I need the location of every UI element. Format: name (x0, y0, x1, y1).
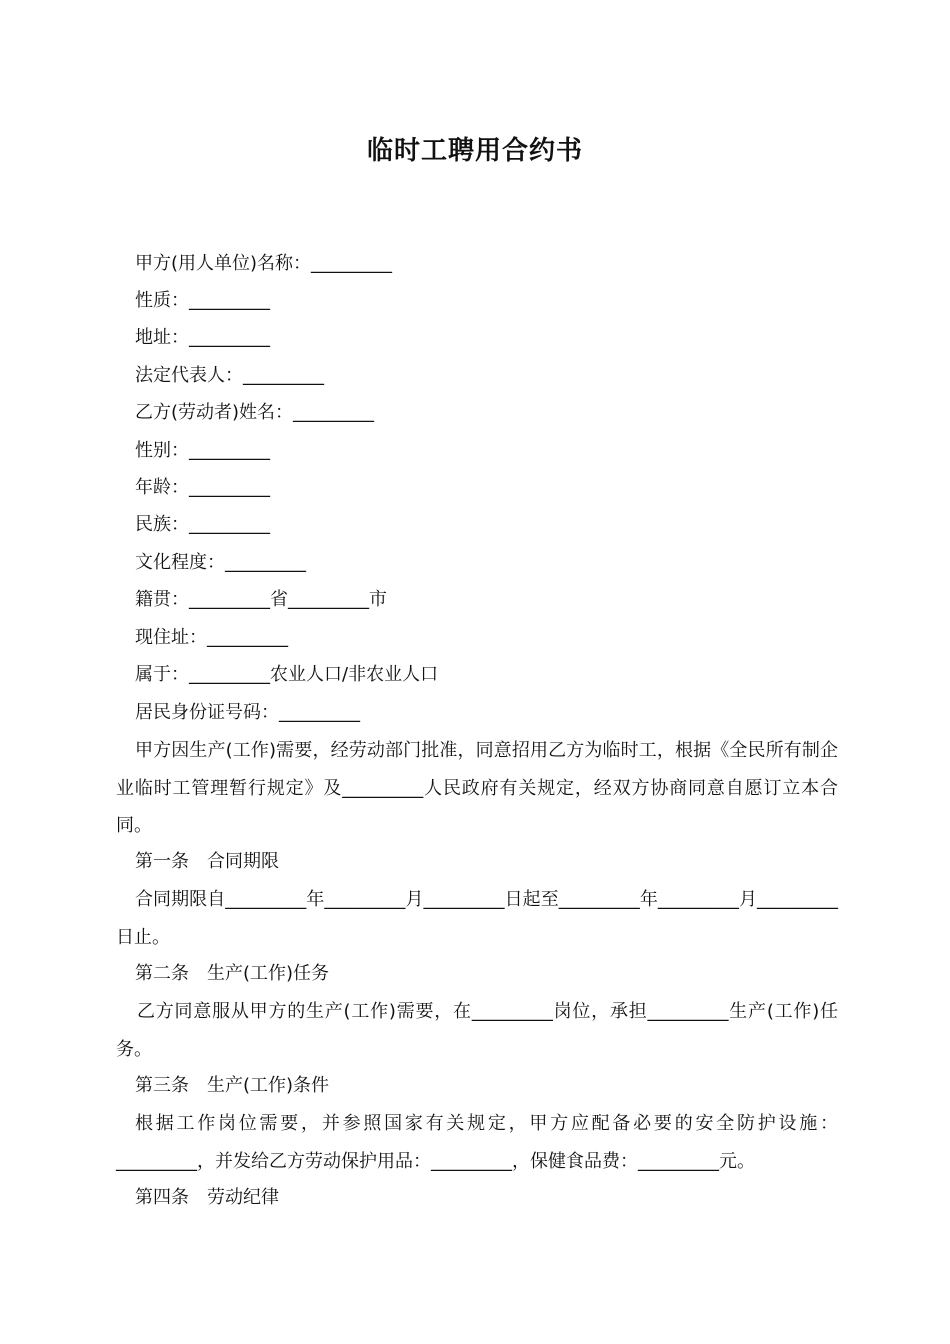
field-native-place: 籍贯：_________省_________市 (135, 589, 387, 610)
article-4-heading: 第四条 劳动纪律 (135, 1187, 279, 1208)
article-1-heading: 第一条 合同期限 (135, 851, 279, 872)
field-party-a-nature: 性质：_________ (135, 290, 270, 311)
field-education: 文化程度：_________ (135, 552, 306, 573)
article-1-text: 合同期限自_________年_________月_________日起至_________年_________月_________日止。 (116, 889, 838, 948)
field-household-type: 属于：_________农业人口/非农业人口 (135, 664, 439, 685)
field-legal-representative: 法定代表人：_________ (135, 365, 324, 386)
article-3-text: 根据工作岗位需要，并参照国家有关规定，甲方应配备必要的安全防护设施：_________，并发给乙方劳动保护用品：_________，保健食品费：_________元。 (116, 1113, 838, 1172)
field-current-address: 现住址：_________ (135, 627, 288, 648)
article-3-heading: 第三条 生产(工作)条件 (135, 1075, 330, 1096)
article-2-text: 乙方同意服从甲方的生产(工作)需要，在_________岗位，承担_________生产(工作)任务。 (116, 1001, 838, 1060)
field-id-number: 居民身份证号码：_________ (135, 702, 360, 723)
field-gender: 性别：_________ (135, 440, 270, 461)
field-party-a-name: 甲方(用人单位)名称：_________ (135, 253, 393, 274)
field-age: 年龄：_________ (135, 477, 270, 498)
field-ethnicity: 民族：_________ (135, 514, 270, 535)
article-2-heading: 第二条 生产(工作)任务 (135, 963, 330, 984)
field-party-a-address: 地址：_________ (135, 327, 270, 348)
document-title: 临时工聘用合约书 (366, 136, 583, 166)
field-party-b-name: 乙方(劳动者)姓名：_________ (135, 402, 375, 423)
intro-paragraph: 甲方因生产(工作)需要，经劳动部门批准，同意招用乙方为临时工，根据《全民所有制企业临时工管理暂行规定》及_________人民政府有关规定，经双方协商同意自愿订立本合同。 (116, 740, 838, 836)
